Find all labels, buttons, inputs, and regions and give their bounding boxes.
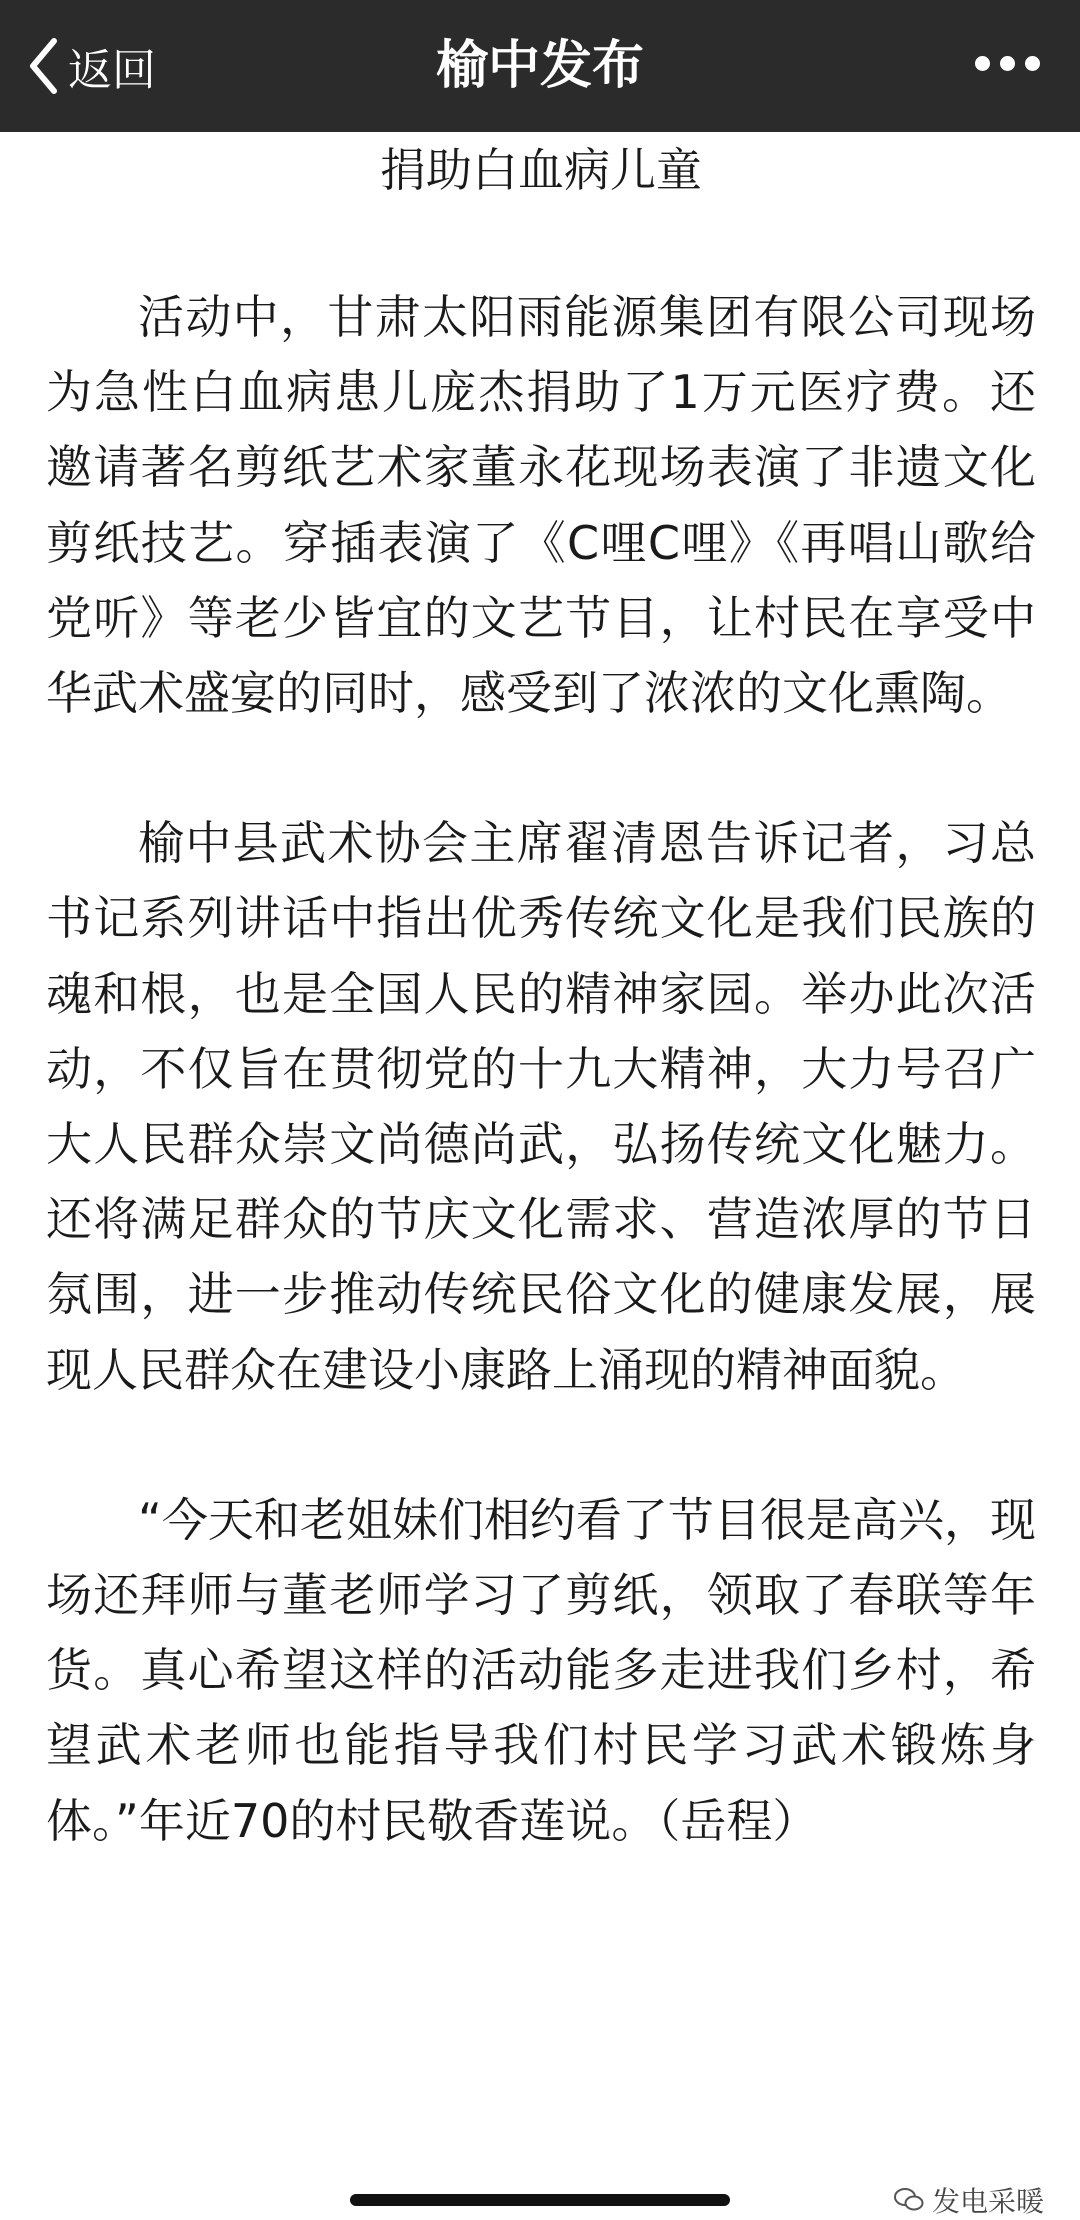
- article-paragraph-1: 活动中，甘肃太阳雨能源集团有限公司现场为急性白血病患儿庞杰捐助了1万元医疗费。还邀请著名剪纸艺术家董永花现场表演了非遗文化剪纸技艺。穿插表演了《C哩C哩》《再唱山歌给党听》等老少皆宜的文艺节目，让村民在享受中华武术盛宴的同时，感受到了浓浓的文化熏陶。: [46, 290, 1036, 721]
- watermark-text: 发电采暖: [931, 2185, 1044, 2218]
- article-body: [46, 132, 1036, 1859]
- home-indicator[interactable]: [350, 2194, 730, 2206]
- watermark: [894, 2180, 1044, 2220]
- article-paragraph-3: “今天和老姐妹们相约看了节目很是高兴，现场还拜师与董老师学习了剪纸，领取了春联等年货。真心希望这样的活动能多走进我们乡村，希望武术老师也能指导我们村民学习武术锻炼身体。”年近70的村民敬香莲说。（岳程）: [46, 1492, 1036, 1848]
- back-label: 返回: [68, 45, 156, 96]
- top-navbar: [0, 0, 1080, 132]
- more-dot: [1000, 56, 1015, 71]
- page-title: 榆中发布: [435, 36, 644, 96]
- article-paragraph-2: 榆中县武术协会主席翟清恩告诉记者，习总书记系列讲话中指出优秀传统文化是我们民族的魂和根，也是全国人民的精神家园。举办此次活动，不仅旨在贯彻党的十九大精神，大力号召广大人民群众崇文尚德尚武，弘扬传统文化魅力。还将满足群众的节庆文化需求、营造浓厚的节日氛围，进一步推动传统民俗文化的健康发展，展现人民群众在建设小康路上涌现的精神面貌。: [46, 816, 1036, 1397]
- more-dot: [975, 56, 990, 71]
- more-dots-icon[interactable]: [975, 56, 1040, 71]
- wechat-icon: [894, 2187, 924, 2213]
- more-dot: [1025, 56, 1040, 71]
- article-subtitle: 捐助白血病儿童: [380, 143, 702, 197]
